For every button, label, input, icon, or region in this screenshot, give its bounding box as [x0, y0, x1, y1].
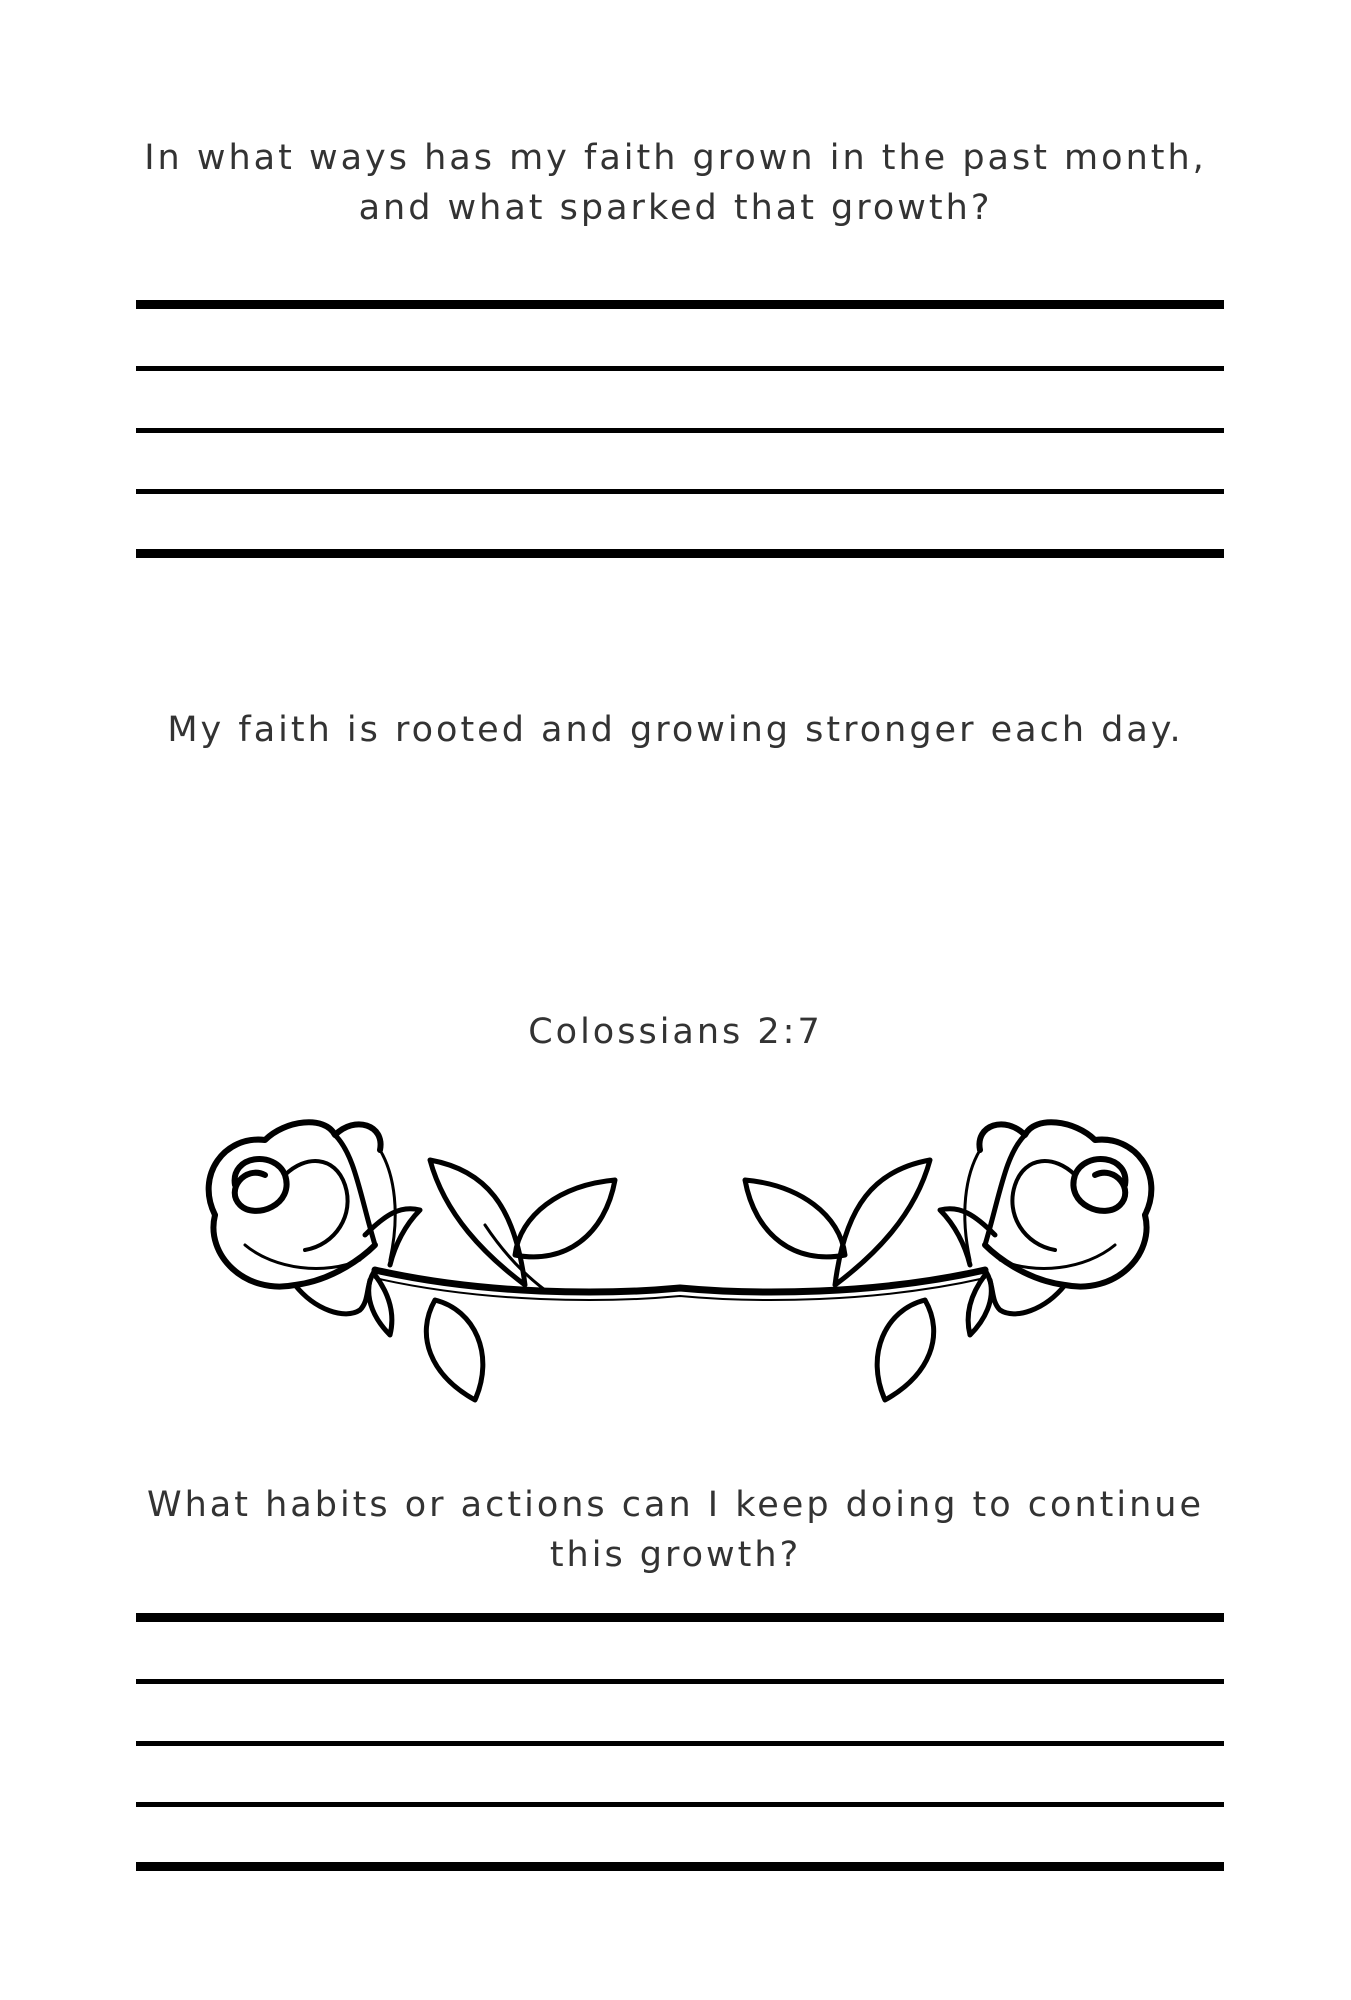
- right-rose-icon: [940, 1122, 1151, 1335]
- reflection-prompt-1: In what ways has my faith grown in the past month, and what sparked that growth?: [144, 138, 1207, 228]
- writing-line: [136, 300, 1224, 309]
- writing-line: [136, 1802, 1224, 1807]
- writing-lines-1[interactable]: [136, 300, 1224, 560]
- writing-line: [136, 1613, 1224, 1622]
- rose-pair-icon: [185, 1095, 1175, 1415]
- reflection-prompt-2: What habits or actions can I keep doing to continue this growth?: [147, 1485, 1204, 1575]
- stem-icon: [375, 1270, 985, 1292]
- leaf-icon: [515, 1180, 615, 1257]
- affirmation-text: My faith is rooted and growing stronger each day.: [167, 710, 1184, 750]
- writing-line: [136, 1679, 1224, 1684]
- writing-line: [136, 428, 1224, 433]
- leaf-icon: [835, 1160, 930, 1285]
- writing-line: [136, 1862, 1224, 1871]
- writing-line: [136, 489, 1224, 494]
- scripture-reference: Colossians 2:7: [528, 1012, 823, 1052]
- writing-line: [136, 366, 1224, 371]
- leaf-icon: [430, 1160, 525, 1285]
- left-rose-icon: [209, 1122, 420, 1335]
- writing-line: [136, 1741, 1224, 1746]
- leaf-icon: [877, 1300, 934, 1400]
- writing-line: [136, 549, 1224, 558]
- writing-lines-2[interactable]: [136, 1613, 1224, 1873]
- leaf-icon: [426, 1300, 483, 1400]
- leaf-icon: [745, 1180, 845, 1257]
